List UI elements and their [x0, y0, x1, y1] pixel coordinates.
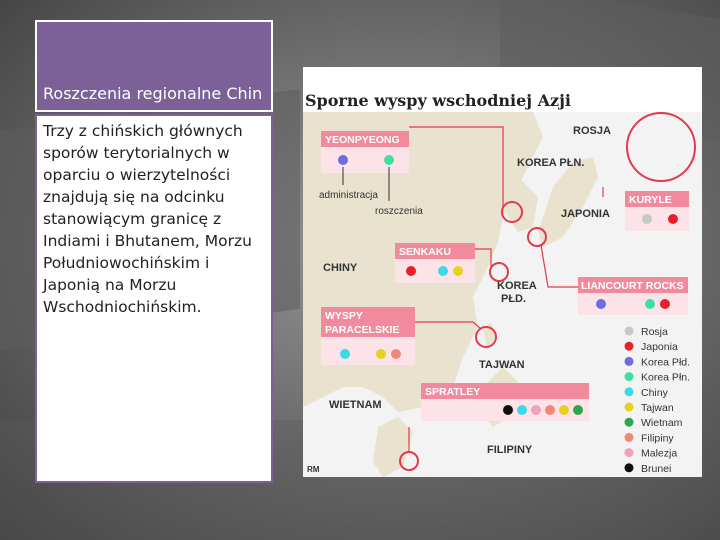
legend-dot — [625, 418, 634, 427]
map-credit: RM — [307, 465, 320, 474]
legend-dot — [625, 372, 634, 381]
legend-label: Brunei — [641, 462, 672, 475]
kuryle-label: KURYLE — [629, 194, 672, 206]
country-korea-pln: KOREA PŁN. — [517, 157, 585, 169]
legend-label: Chiny — [641, 386, 668, 399]
yeonpyeong-dots-box — [321, 147, 409, 173]
dot-korea-pld — [596, 299, 606, 309]
dot-japonia — [406, 266, 416, 276]
annotation-administracja: administracja — [319, 190, 378, 201]
dot-korea-pld — [338, 155, 348, 165]
paracel-label-2: PARACELSKIE — [325, 324, 400, 336]
dot-japonia — [668, 214, 678, 224]
kuryle-dots-box — [625, 207, 689, 231]
dot-tajwan — [559, 405, 569, 415]
map-title: Sporne wyspy wschodniej Azji — [305, 91, 571, 110]
legend-dot — [625, 403, 634, 412]
legend-dot — [625, 387, 634, 396]
country-rosja: ROSJA — [573, 125, 611, 137]
legend-label: Rosja — [641, 326, 668, 338]
liancourt-label: LIANCOURT ROCKS — [581, 280, 684, 292]
paracel-label-1: WYSPY — [325, 310, 363, 322]
legend-dot — [625, 357, 634, 366]
legend-label: Wietnam — [641, 417, 683, 430]
slide-body-text: Trzy z chińskich głównych sporów terytorialnych w oparciu o wierzytelności znajdują się na odcinku stanowiącym granicę z Indiami i Bhutanem, Morzu Południowochińskim i Japonią na Morzu Wschodniochińskim. — [43, 122, 252, 316]
country-chiny: CHINY — [323, 262, 358, 274]
map-svg — [303, 67, 702, 477]
slide-title-box — [35, 20, 273, 112]
dot-tajwan — [453, 266, 463, 276]
legend-label: Tajwan — [641, 402, 674, 414]
annotation-roszczenia: roszczenia — [375, 206, 423, 217]
slide-title: Roszczenia regionalne Chin — [43, 84, 263, 103]
legend-label: Korea Płn. — [641, 371, 691, 384]
dot-brunei — [503, 405, 513, 415]
dot-wietnam — [573, 405, 583, 415]
paracel-dots-box — [321, 337, 415, 365]
senkaku-label: SENKAKU — [399, 246, 451, 258]
legend-dot — [625, 448, 634, 457]
legend-dot — [625, 327, 634, 336]
legend-label: Korea Płd. — [641, 356, 691, 369]
dot-chiny — [517, 405, 527, 415]
legend-dot — [625, 463, 634, 472]
dot-malezja — [531, 405, 541, 415]
yeonpyeong-label: YEONPYEONG — [325, 134, 400, 146]
legend-label: Malezja — [641, 447, 678, 460]
legend-label: Japonia — [641, 341, 678, 354]
dot-tajwan — [376, 349, 386, 359]
map-image — [303, 67, 702, 477]
country-tajwan: TAJWAN — [479, 359, 525, 371]
dot-japonia — [660, 299, 670, 309]
dot-rosja — [642, 214, 652, 224]
dot-chiny — [438, 266, 448, 276]
dot-korea-pln — [645, 299, 655, 309]
country-korea-pld-1: KOREA — [497, 280, 537, 292]
country-japonia: JAPONIA — [561, 208, 610, 220]
legend-label: Filipiny — [641, 432, 674, 445]
country-wietnam: WIETNAM — [329, 399, 382, 411]
spratley-label: SPRATLEY — [425, 386, 481, 398]
dot-korea-pln — [384, 155, 394, 165]
dot-chiny — [340, 349, 350, 359]
dot-wietnam — [391, 349, 401, 359]
liancourt-dots-box — [578, 293, 688, 315]
country-filipiny: FILIPINY — [487, 444, 533, 456]
slide-body-box — [35, 114, 273, 483]
legend-dot — [625, 342, 634, 351]
dot-filipiny — [545, 405, 555, 415]
country-korea-pld-2: PŁD. — [501, 293, 527, 305]
legend-dot — [625, 433, 634, 442]
